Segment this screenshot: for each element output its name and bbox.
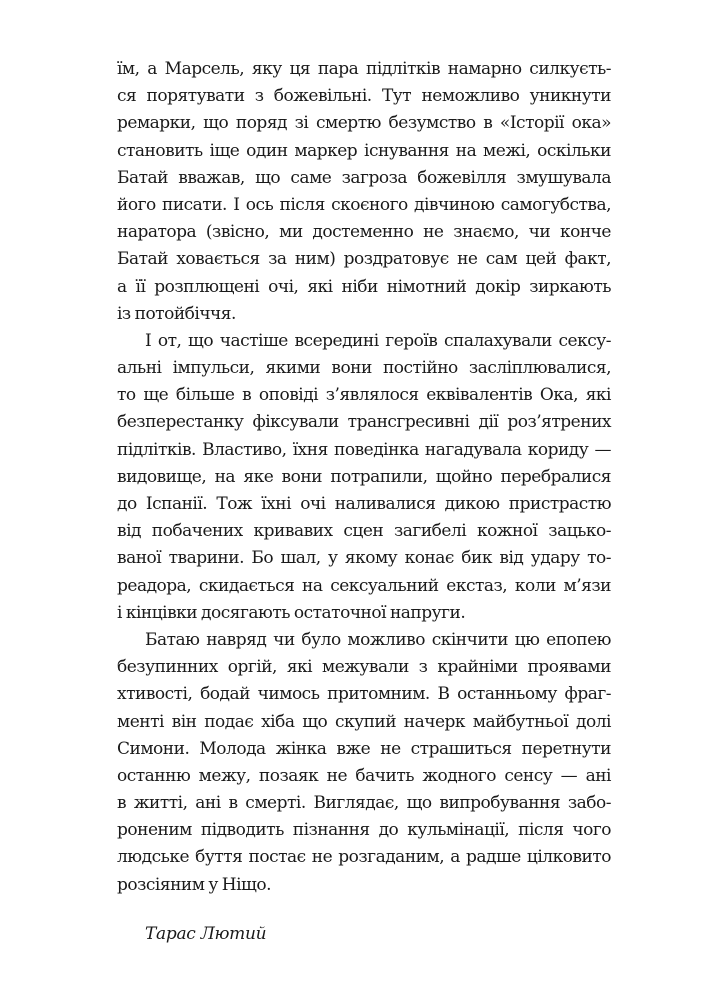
page-text bbox=[117, 56, 611, 948]
paragraph-2 bbox=[117, 328, 611, 627]
text-line: альні імпульси, якими вони постійно засліплювалися, bbox=[117, 358, 611, 379]
text-line: хтивості, бодай чимось притомним. В останньому фраг- bbox=[117, 684, 611, 705]
text-line: становить іще один маркер існування на межі, оскільки bbox=[117, 140, 611, 161]
text-line: роненим підводить пізнання до кульмінації, після чого bbox=[117, 820, 611, 841]
author-signature: Тарас Лютий bbox=[145, 923, 267, 944]
text-line: їм, а Марсель, яку ця пара підлітків намарно силкуєть- bbox=[117, 59, 611, 79]
text-line: Батай вважав, що саме загроза божевілля змушувала bbox=[117, 167, 611, 188]
text-line: безупинних оргій, які межували з крайніми проявами bbox=[117, 657, 611, 678]
text-line: ся порятувати з божевільні. Тут неможливо уникнути bbox=[117, 86, 611, 107]
paragraph-1 bbox=[117, 56, 611, 328]
text-line: І от, що частіше всередині героїв спалахували сексу- bbox=[145, 330, 611, 351]
text-line: останню межу, позаяк не бачить жодного сенсу — ані bbox=[117, 765, 611, 786]
text-line: в житті, ані в смерті. Виглядає, що випробування забо- bbox=[117, 793, 611, 814]
text-line: і кінцівки досягають остаточної напруги. bbox=[117, 602, 466, 623]
text-line: то ще більше в оповіді з’являлося еквівалентів Ока, які bbox=[117, 385, 611, 406]
text-line: Симони. Молода жінка вже не страшиться перетнути bbox=[117, 738, 611, 759]
text-line: реадора, скидається на сексуальний екстаз, коли м’язи bbox=[117, 575, 611, 596]
text-line: від побачених кривавих сцен загибелі кожної зацько- bbox=[117, 521, 611, 542]
text-line: його писати. І ось після скоєного дівчиною самогубства, bbox=[117, 194, 611, 215]
text-line: ваної тварини. Бо шал, у якому конає бик від удару то- bbox=[117, 548, 611, 569]
spacer bbox=[117, 899, 611, 921]
paragraph-3 bbox=[117, 627, 611, 899]
text-line: безперестанку фіксували трансгресивні дії роз’ятрених bbox=[117, 412, 611, 433]
text-line: ремарки, що поряд зі смертю безумство в «Історії ока» bbox=[117, 113, 611, 134]
text-line: людське буття постає не розгаданим, а радше цілковито bbox=[117, 847, 611, 868]
text-line: Батай ховається за ним) роздратовує не сам цей факт, bbox=[117, 249, 611, 270]
text-line: наратора (звісно, ми достеменно не знаємо, чи конче bbox=[117, 222, 611, 243]
text-line: менті він подає хіба що скупий начерк майбутньої долі bbox=[117, 711, 611, 732]
text-line: підлітків. Властиво, їхня поведінка нагадувала кориду — bbox=[117, 439, 611, 460]
text-line: видовище, на яке вони потрапили, щойно перебралися bbox=[117, 466, 611, 487]
text-line: до Іспанії. Тож їхні очі наливалися дикою пристрастю bbox=[117, 494, 611, 514]
text-line: із потойбіччя. bbox=[117, 303, 236, 324]
text-line: Батаю навряд чи було можливо скінчити цю епопею bbox=[145, 629, 611, 650]
text-line: а її розплющені очі, які ніби німотний докір зиркають bbox=[117, 276, 611, 297]
text-line: розсіяним у Ніщо. bbox=[117, 874, 271, 895]
